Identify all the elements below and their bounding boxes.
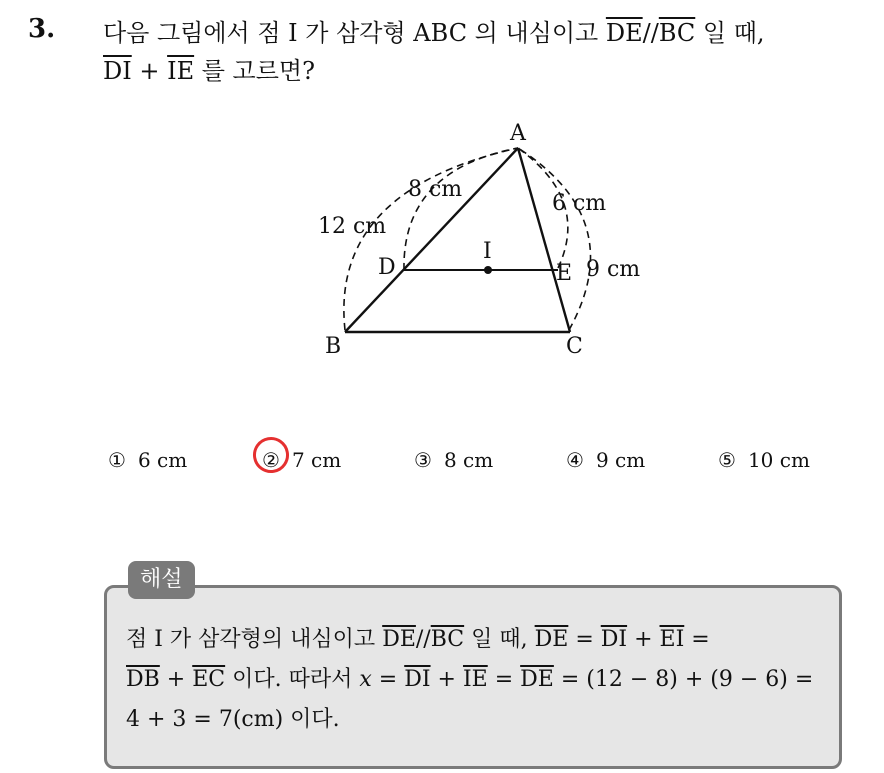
answer-choices (108, 448, 848, 482)
sol-seg-bc: $\overline{BC}$ (430, 627, 465, 652)
sol-seg-ie: $\overline{IE}$ (462, 667, 488, 692)
sol-plus: + (627, 627, 660, 652)
label-i: I (483, 239, 492, 264)
parallel-sign: // (642, 19, 659, 47)
sol-seg-di: $\overline{DI}$ (600, 627, 628, 652)
segment-de: $\overline{DE}$ (605, 19, 643, 47)
solution-tag: 해설 (128, 561, 195, 599)
sol-seg-ei: $\overline{EI}$ (659, 627, 685, 652)
label-b: B (325, 334, 342, 359)
segment-di: $\overline{DI}$ (103, 57, 132, 85)
choice-4[interactable] (566, 448, 645, 472)
plus-sign: + (131, 57, 168, 85)
segment-ie: $\overline{IE}$ (167, 57, 195, 85)
sol-seg-db: $\overline{DB}$ (126, 667, 160, 692)
solution-line1: 점 I 가 삼각형의 내심이고 (126, 627, 383, 652)
question-line1-end: 일 때, (695, 19, 765, 47)
side-ac (518, 148, 573, 332)
sol-plus-3: + (430, 667, 463, 692)
sol-plus-2: + (159, 667, 193, 692)
sol-eq-2: = (684, 627, 710, 652)
sol-seg-de-3: $\overline{DE}$ (520, 667, 554, 692)
incenter-point (484, 266, 492, 274)
question-number: 3. (28, 14, 56, 44)
choice-2[interactable] (262, 448, 341, 472)
sol-calc: (12 − 8) + (9 − 6) = (586, 667, 814, 692)
label-d: D (378, 255, 396, 280)
choice-1[interactable] (108, 448, 187, 472)
choice-text: 7 cm (291, 448, 342, 472)
choice-text: 9 cm (595, 448, 646, 472)
question-text (103, 14, 873, 90)
sol-seg-de: $\overline{DE}$ (382, 627, 416, 652)
sol-eq-3: = (371, 667, 405, 692)
label-length-ad: 8 cm (408, 177, 463, 202)
triangle-figure (290, 110, 650, 370)
choice-marker: ⑤ (718, 448, 736, 472)
choice-text: 6 cm (137, 448, 188, 472)
side-ab (345, 148, 518, 332)
choice-marker: ② (262, 448, 280, 472)
sol-seg-de-2: $\overline{DE}$ (534, 627, 569, 652)
label-c: C (566, 334, 583, 359)
selected-answer-mark (250, 434, 292, 476)
choice-5[interactable] (718, 448, 810, 472)
choice-text: 8 cm (443, 448, 494, 472)
label-length-ab: 12 cm (318, 214, 387, 239)
sol-text-b: 이다. 따라서 (225, 667, 360, 692)
solution-text (126, 620, 836, 740)
sol-parallel: // (415, 627, 431, 652)
question-line1: 다음 그림에서 점 I 가 삼각형 ABC 의 내심이고 (103, 19, 606, 47)
sol-seg-ec: $\overline{EC}$ (192, 667, 226, 692)
choice-text: 10 cm (747, 448, 810, 472)
sol-eq-4: = (487, 667, 521, 692)
label-a: A (510, 121, 526, 146)
label-length-ae: 6 cm (552, 191, 607, 216)
solution-line3: 4 + 3 = 7(cm) 이다. (126, 707, 340, 732)
sol-var-x: x (359, 667, 372, 692)
question-line2-end: 를 고르면? (194, 57, 315, 85)
sol-eq-5: = (553, 667, 587, 692)
sol-eq: = (568, 627, 601, 652)
sol-seg-di-2: $\overline{DI}$ (404, 667, 431, 692)
label-length-ac: 9 cm (586, 257, 641, 282)
choice-3[interactable] (414, 448, 493, 472)
label-e: E (556, 261, 573, 286)
segment-bc: $\overline{BC}$ (658, 19, 696, 47)
choice-marker: ④ (566, 448, 584, 472)
choice-marker: ① (108, 448, 126, 472)
sol-text-a: 일 때, (464, 627, 535, 652)
choice-marker: ③ (414, 448, 432, 472)
arc-ac (518, 148, 591, 330)
